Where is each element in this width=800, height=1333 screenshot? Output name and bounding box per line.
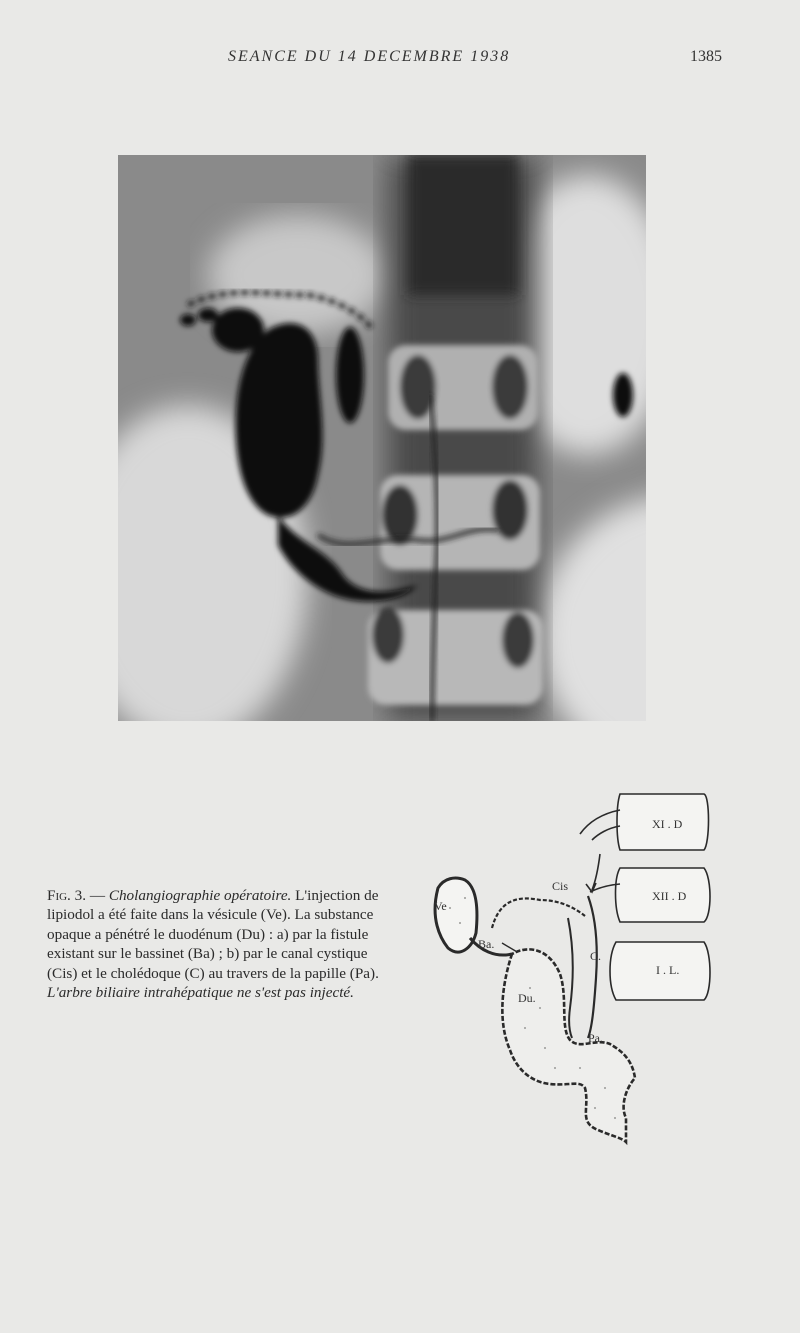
caption-dash: — — [86, 887, 109, 904]
label-duodenum: Du. — [518, 991, 536, 1005]
label-papille: Pa. — [588, 1031, 603, 1045]
running-title: SEANCE DU 14 DECEMBRE 1938 — [228, 48, 511, 65]
caption-conclusion: L'arbre biliaire intrahépatique ne s'est pas injecté. — [47, 984, 354, 1002]
running-head — [0, 48, 800, 72]
label-bassinet: Ba. — [478, 937, 495, 951]
label-vertebra-xi-d: XI . D — [652, 817, 683, 831]
label-cystique: Cis — [552, 879, 569, 893]
caption-title: Cholangiographie opératoire. — [108, 887, 292, 904]
figure-label: Fig. 3. — [47, 887, 87, 904]
label-choledoque: C. — [590, 949, 602, 963]
figure-caption — [47, 886, 399, 1002]
caption-body: L'injection de lipiodol a été faite dans la vésicule (Ve). La substance opaque a pénétré le duodénum (Du) : a) par la fistule existant sur le bassinet (Ba) ; b) par le canal cystique (Cis) et le cholédoque (C) au travers de la papille (Pa). — [47, 887, 379, 982]
page-number: 1385 — [690, 48, 722, 65]
label-vertebra-i-l: I . L. — [656, 963, 680, 977]
cholangiography-xray-image — [118, 155, 646, 721]
anatomical-diagram — [420, 788, 720, 1148]
label-vesicule: Ve — [434, 899, 447, 913]
label-vertebra-xii-d: XII . D — [652, 889, 687, 903]
caption-paragraph — [47, 886, 399, 1002]
